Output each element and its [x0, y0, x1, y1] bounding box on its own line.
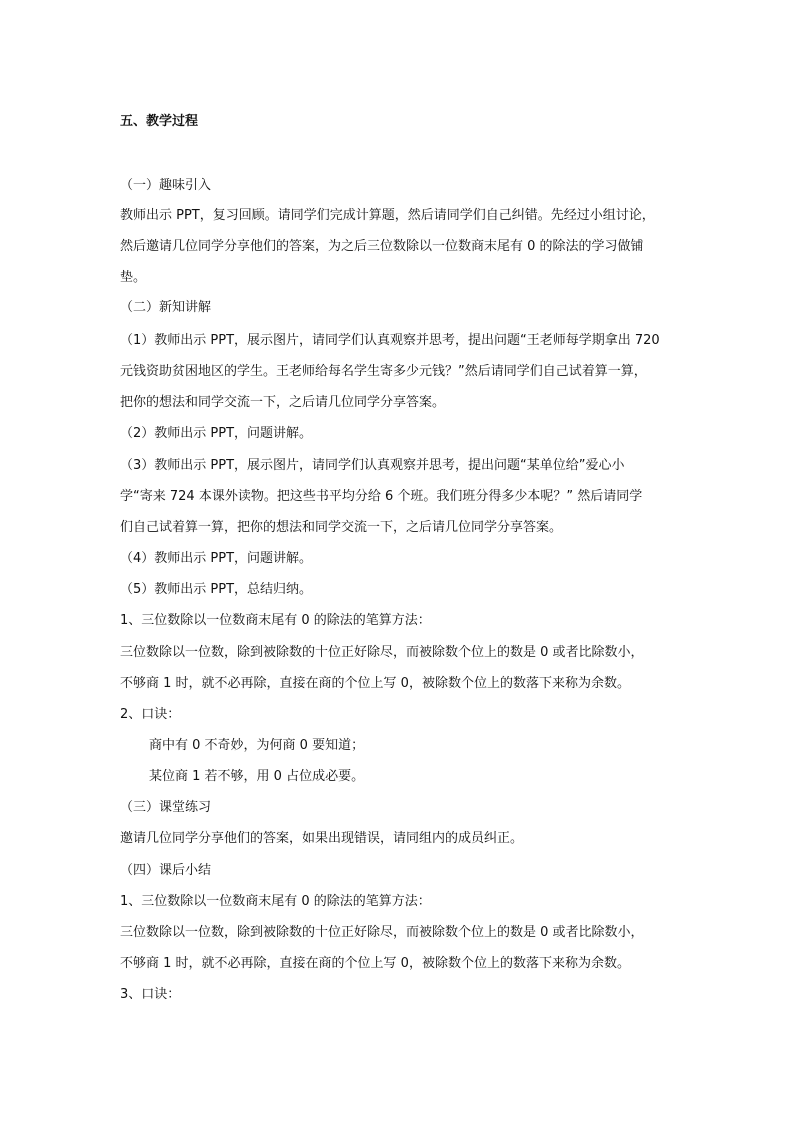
paragraph-line: （1）教师出示 PPT，展示图片，请同学们认真观察并思考，提出问题“王老师每学期拿出 720	[120, 333, 660, 348]
paragraph-line: 学“寄来 724 本课外读物。把这些书平均分给 6 个班。我们班分得多少本呢？” 然后请同学	[120, 489, 643, 504]
paragraph-line: 然后邀请几位同学分享他们的答案，为之后三位数除以一位数商末尾有 0 的除法的学习做铺	[120, 239, 644, 254]
rhyme-line: 商中有 0 不奇妙，为何商 0 要知道；	[149, 738, 365, 753]
paragraph-line: 三位数除以一位数，除到被除数的十位正好除尽，而被除数个位上的数是 0 或者比除数小，	[120, 645, 644, 660]
paragraph-line: （4）教师出示 PPT，问题讲解。	[120, 551, 313, 566]
part1-heading: （一）趣味引入	[120, 178, 212, 193]
paragraph-line: 不够商 1 时，就不必再除，直接在商的个位上写 0，被除数个位上的数落下来称为余数。	[120, 676, 630, 691]
section-heading: 五、教学过程	[120, 114, 199, 129]
paragraph-line: 们自己试着算一算，把你的想法和同学交流一下，之后请几位同学分享答案。	[120, 520, 563, 535]
paragraph-line: （3）教师出示 PPT，展示图片，请同学们认真观察并思考，提出问题“某单位给”爱心小	[120, 458, 625, 473]
paragraph-line: 把你的想法和同学交流一下，之后请几位同学分享答案。	[120, 395, 446, 410]
paragraph-line: 教师出示 PPT，复习回顾。请同学们完成计算题，然后请同学们自己纠错。先经过小组讨论，	[120, 208, 655, 223]
paragraph-line: 1、三位数除以一位数商末尾有 0 的除法的笔算方法：	[120, 613, 431, 628]
paragraph-line: 3、口诀：	[120, 987, 181, 1002]
paragraph-line: 邀请几位同学分享他们的答案，如果出现错误，请同组内的成员纠正。	[120, 831, 524, 846]
part3-heading: （三）课堂练习	[120, 800, 212, 815]
part2-heading: （二）新知讲解	[120, 300, 212, 315]
paragraph-line: 元钱资助贫困地区的学生。王老师给每名学生寄多少元钱？”然后请同学们自己试着算一算，	[120, 364, 647, 379]
paragraph-line: （2）教师出示 PPT，问题讲解。	[120, 426, 313, 441]
part4-heading: （四）课后小结	[120, 863, 212, 878]
paragraph-line: 2、口诀：	[120, 707, 181, 722]
paragraph-line: 1、三位数除以一位数商末尾有 0 的除法的笔算方法：	[120, 894, 431, 909]
paragraph-line: 垫。	[120, 270, 147, 285]
rhyme-line: 某位商 1 若不够，用 0 占位成必要。	[149, 769, 365, 784]
paragraph-line: 不够商 1 时，就不必再除，直接在商的个位上写 0，被除数个位上的数落下来称为余数。	[120, 956, 630, 971]
paragraph-line: 三位数除以一位数，除到被除数的十位正好除尽，而被除数个位上的数是 0 或者比除数小，	[120, 925, 644, 940]
paragraph-line: （5）教师出示 PPT，总结归纳。	[120, 582, 313, 597]
